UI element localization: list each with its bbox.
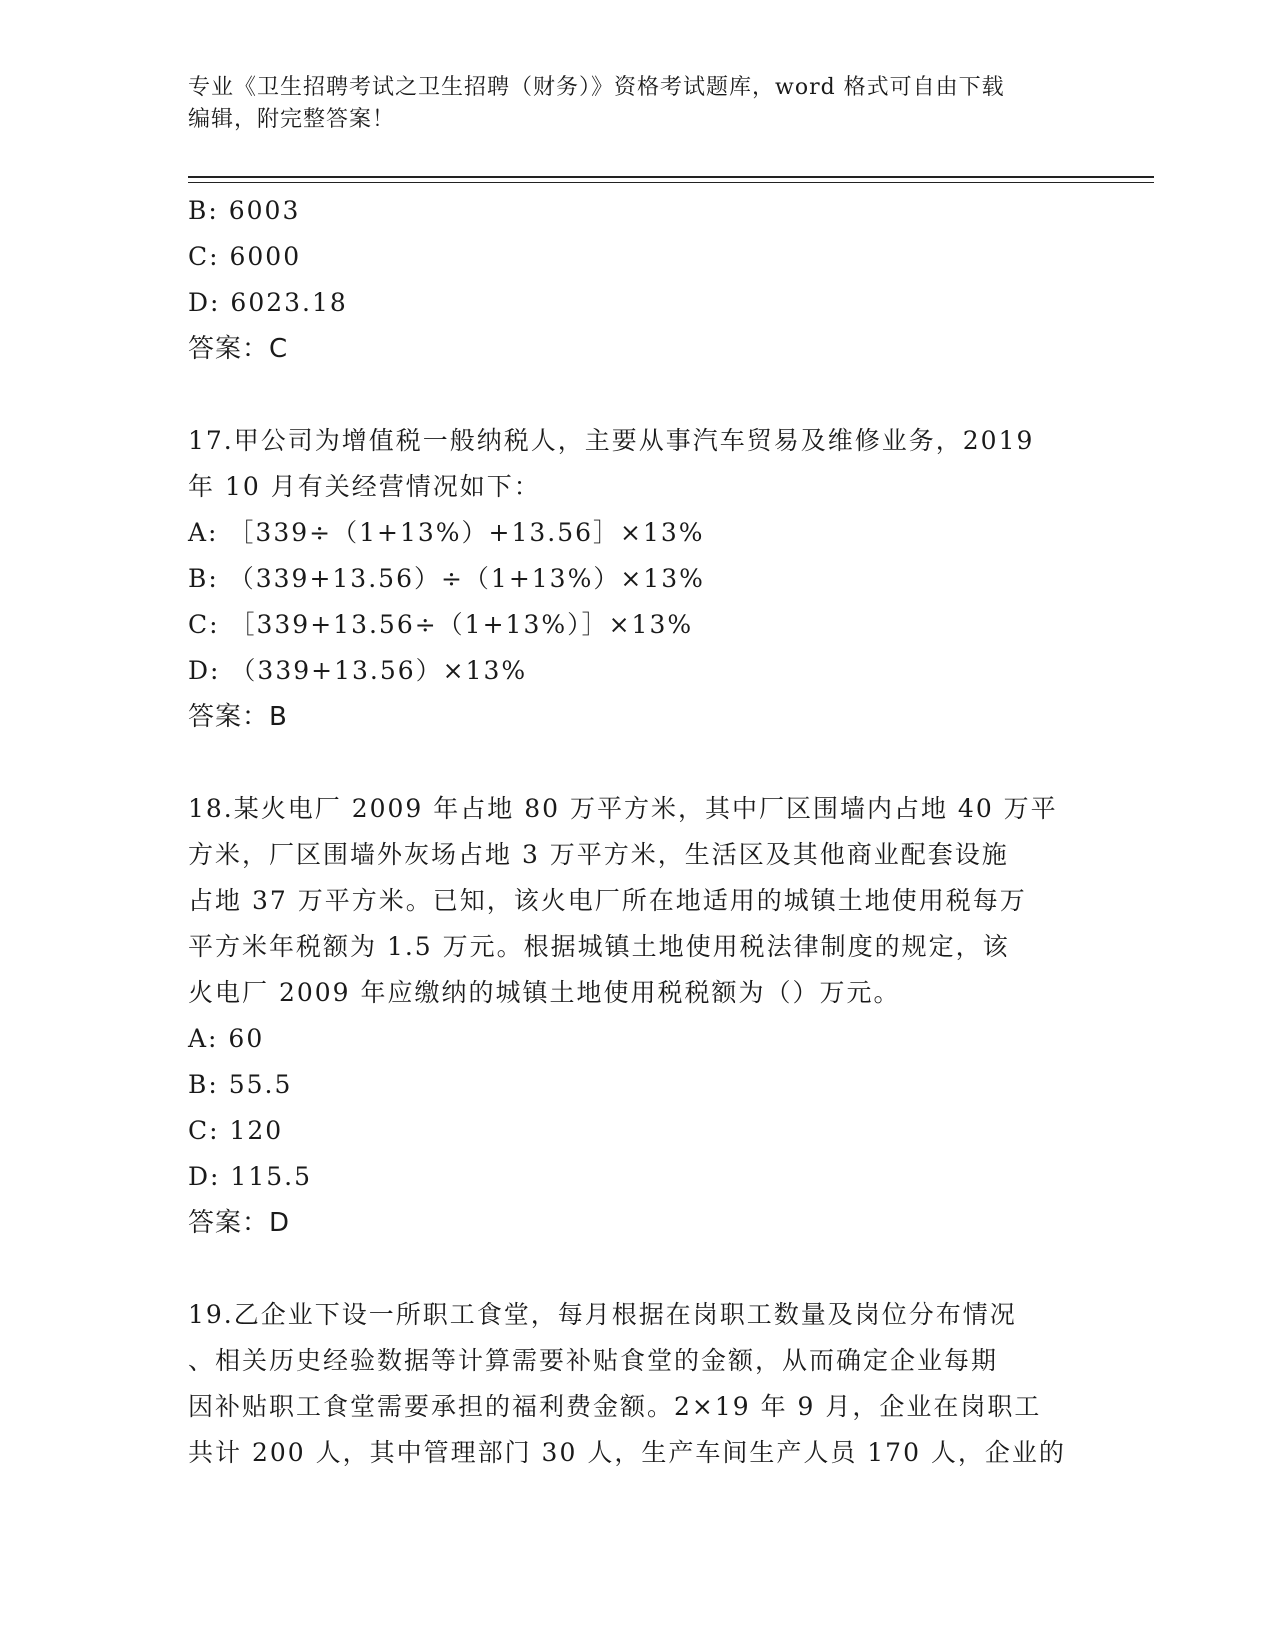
question-text-line: 火电厂 2009 年应缴纳的城镇土地使用税税额为（）万元。 xyxy=(188,978,901,1007)
question-17-block xyxy=(188,418,1088,740)
option-b: B: 6003 xyxy=(188,196,301,225)
answer-line: 答案：B xyxy=(188,702,288,732)
option-c: C: ［339+13.56÷（1+13%）］×13% xyxy=(188,610,694,639)
option-c: C: 120 xyxy=(188,1116,284,1145)
option-b: B: 55.5 xyxy=(188,1070,293,1099)
spacer xyxy=(188,740,1088,786)
question-text-line: 平方米年税额为 1.5 万元。根据城镇土地使用税法律制度的规定，该 xyxy=(188,932,1010,961)
answer-line: 答案：C xyxy=(188,334,289,364)
option-d: D: 6023.18 xyxy=(188,288,348,317)
question-content xyxy=(188,188,1088,1476)
spacer xyxy=(188,1246,1088,1292)
option-b: B: （339+13.56）÷（1+13%）×13% xyxy=(188,564,705,593)
option-a: A: ［339÷（1+13%）+13.56］×13% xyxy=(188,518,705,547)
header-line-2: 编辑，附完整答案！ xyxy=(188,107,396,132)
question-text-line: 年 10 月有关经营情况如下： xyxy=(188,472,541,501)
question-text-line: 、相关历史经验数据等计算需要补贴食堂的金额，从而确定企业每期 xyxy=(188,1346,999,1375)
question-text-line: 占地 37 万平方米。已知，该火电厂所在地适用的城镇土地使用税每万 xyxy=(188,886,1027,915)
header-line-1: 专业《卫生招聘考试之卫生招聘（财务）》资格考试题库，word 格式可自由下载 xyxy=(188,75,1005,100)
option-a: A: 60 xyxy=(188,1024,265,1053)
option-c: C: 6000 xyxy=(188,242,302,271)
page-header xyxy=(188,72,1088,136)
question-text-line: 18.某火电厂 2009 年占地 80 万平方米，其中厂区围墙内占地 40 万平 xyxy=(188,794,1058,823)
question-16-block xyxy=(188,188,1088,372)
question-19-block xyxy=(188,1292,1088,1476)
question-text-line: 19.乙企业下设一所职工食堂，每月根据在岗职工数量及岗位分布情况 xyxy=(188,1300,1017,1329)
question-text-line: 方米，厂区围墙外灰场占地 3 万平方米，生活区及其他商业配套设施 xyxy=(188,840,1009,869)
question-text-line: 共计 200 人，其中管理部门 30 人，生产车间生产人员 170 人，企业的 xyxy=(188,1438,1066,1467)
question-18-block xyxy=(188,786,1088,1246)
question-text-line: 因补贴职工食堂需要承担的福利费金额。2×19 年 9 月，企业在岗职工 xyxy=(188,1392,1042,1421)
header-rule-thin xyxy=(188,182,1154,183)
option-d: D: （339+13.56）×13% xyxy=(188,656,528,685)
header-rule-thick xyxy=(188,176,1154,178)
option-d: D: 115.5 xyxy=(188,1162,312,1191)
answer-line: 答案：D xyxy=(188,1208,291,1238)
question-text-line: 17.甲公司为增值税一般纳税人，主要从事汽车贸易及维修业务，2019 xyxy=(188,426,1035,455)
spacer xyxy=(188,372,1088,418)
